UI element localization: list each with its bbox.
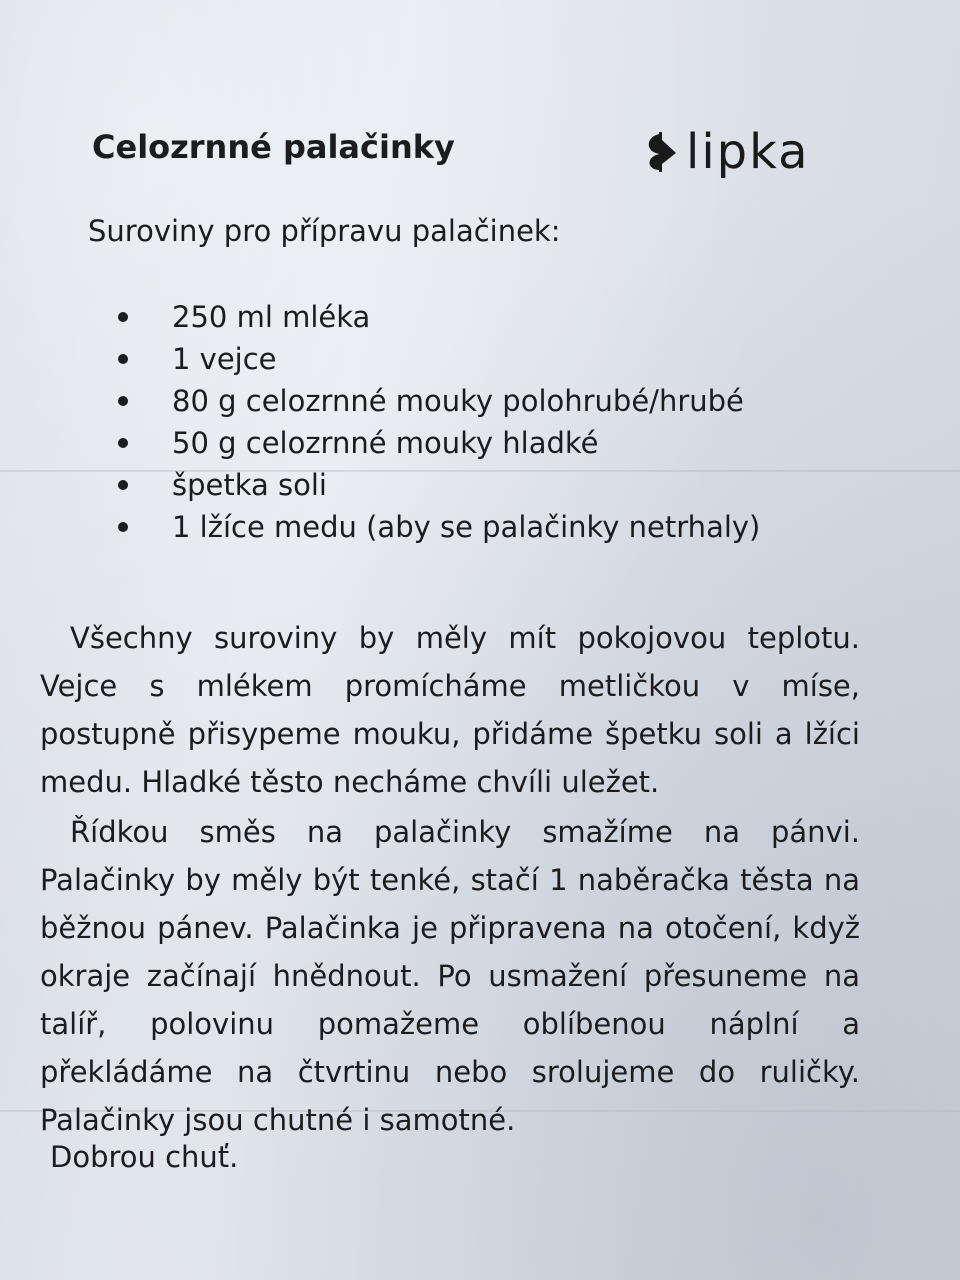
closing-text: Dobrou chuť. xyxy=(50,1140,239,1174)
ingredient-item xyxy=(110,380,760,422)
instructions-paragraph-1: Všechny suroviny by měly mít pokojovou teplotu. Vejce s mlékem promícháme metličkou v míse, postupně přisypeme mouku, přidáme špetku soli a lžíci medu. Hladké těsto necháme chvíli uležet. xyxy=(40,621,860,799)
logo-text: lipka xyxy=(686,124,810,180)
ingredient-text: 80 g celozrnné mouky polohrubé/hrubé xyxy=(172,384,744,418)
ingredient-item xyxy=(110,506,760,548)
bullet-icon xyxy=(118,312,128,322)
ingredient-item xyxy=(110,338,760,380)
ingredient-text: 1 vejce xyxy=(172,342,277,376)
leaf-icon xyxy=(640,130,680,174)
bullet-icon xyxy=(118,480,128,490)
ingredient-item xyxy=(110,422,760,464)
ingredient-item xyxy=(110,296,760,338)
ingredient-list xyxy=(110,296,760,548)
bullet-icon xyxy=(118,396,128,406)
ingredients-heading: Suroviny pro přípravu palačinek: xyxy=(88,214,561,248)
recipe-title: Celozrnné palačinky xyxy=(92,128,455,166)
bullet-icon xyxy=(118,438,128,448)
ingredient-text: 1 lžíce medu (aby se palačinky netrhaly) xyxy=(172,510,761,544)
instructions-paragraph-2: Řídkou směs na palačinky smažíme na pánvi. Palačinky by měly být tenké, stačí 1 naběračka těsta na běžnou pánev. Palačinka je připravena na otočení, když okraje začínají hnědnout. Po usmažení přesuneme na talíř, polovinu pomažeme oblíbenou náplní a překládáme na čtvrtinu nebo srolujeme do ruličky. Palačinky jsou chutné i samotné. xyxy=(40,815,860,1137)
ingredient-text: 50 g celozrnné mouky hladké xyxy=(172,426,599,460)
ingredient-item xyxy=(110,464,760,506)
ingredient-text: špetka soli xyxy=(172,468,327,502)
ingredient-text: 250 ml mléka xyxy=(172,300,371,334)
bullet-icon xyxy=(118,354,128,364)
bullet-icon xyxy=(118,522,128,532)
lipka-logo xyxy=(640,124,810,180)
